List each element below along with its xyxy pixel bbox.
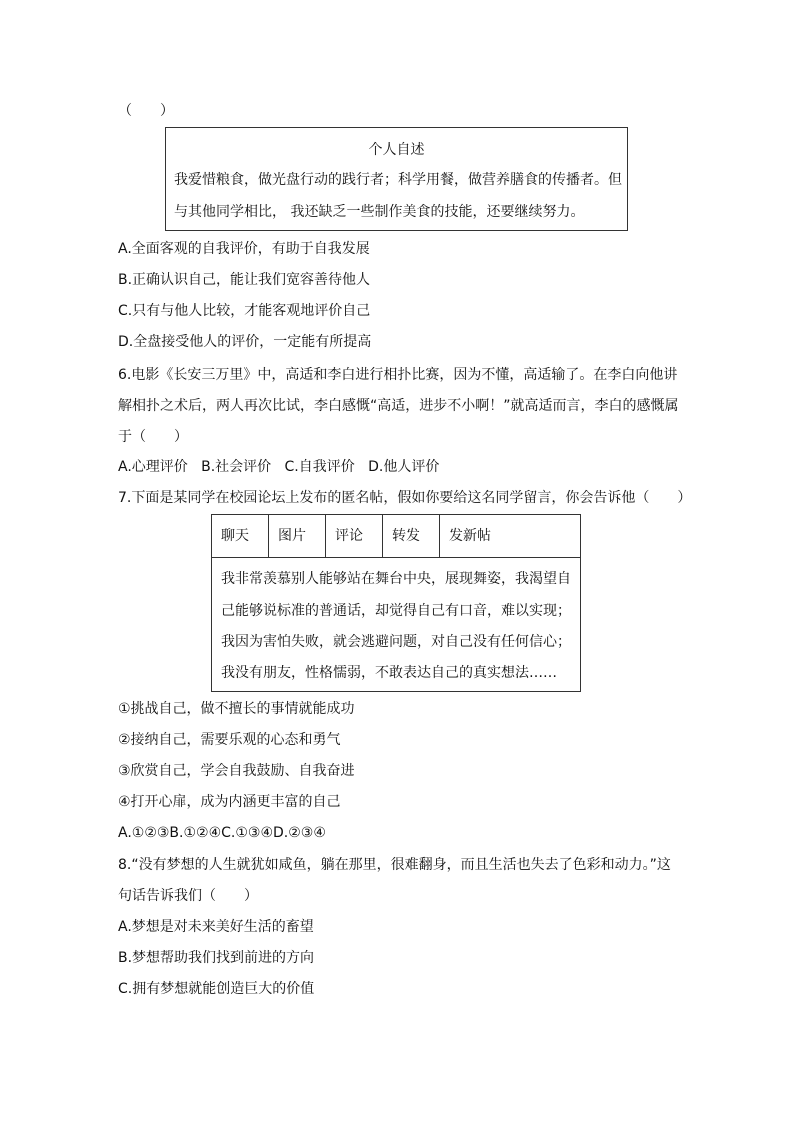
q8-option-b: B.梦想帮助我们找到前进的方向: [118, 950, 315, 966]
q6-stem-line: 6.电影《长安三万里》中，高适和李白进行相扑比赛，因为不懂，高适输了。在李白向他讲: [118, 367, 678, 383]
q7-item-2: ②接纳自己，需要乐观的心态和勇气: [118, 732, 341, 748]
q8-option-a: A.梦想是对未来美好生活的畜望: [118, 919, 314, 935]
forum-post-line: 我因为害怕失败，就会逃避问题，对自己没有任何信心；: [221, 634, 571, 650]
q7-stem: 7.下面是某同学在校园论坛上发布的匿名帖，假如你要给这名同学留言，你会告诉他（ ）: [118, 490, 692, 506]
q7-item-1: ①挑战自己，做不擅长的事情就能成功: [118, 701, 355, 717]
self-statement-title: 个人自述: [368, 142, 425, 158]
tab-images[interactable]: 图片: [269, 515, 326, 557]
forum-post-line: 我没有朋友，性格懦弱，不敢表达自己的真实想法……: [221, 665, 557, 681]
q6-stem-line: 解相扑之术后，两人再次比试，李白感慨“高适，进步不小啊！”就高适而言，李白的感慨属: [118, 398, 679, 414]
q6-options: A.心理评价 B.社会评价 C.自我评价 D.他人评价: [118, 459, 440, 475]
tab-new-post[interactable]: 发新帖: [449, 528, 491, 544]
q5-option-a: A.全面客观的自我评价，有助于自我发展: [118, 241, 370, 257]
tab-chat[interactable]: 聊天: [212, 515, 269, 557]
tab-comments[interactable]: 评论: [326, 515, 383, 557]
q6-stem-line: 于（ ）: [118, 429, 188, 445]
tab-forward[interactable]: 转发: [383, 515, 440, 557]
q5-option-d: D.全盘接受他人的评价，一定能有所提高: [118, 334, 372, 350]
forum-post-line: 己能够说标准的普通话，却觉得自己有口音，难以实现；: [221, 603, 571, 619]
q8-stem-line: 8.“没有梦想的人生就犹如咸鱼，躺在那里，很难翻身，而且生活也失去了色彩和动力。”这: [118, 857, 671, 873]
self-statement-box: [165, 127, 628, 231]
q7-options: A.①②③B.①②④C.①③④D.②③④: [118, 825, 326, 841]
q7-item-4: ④打开心扉，成为内涵更丰富的自己: [118, 794, 341, 810]
q7-item-3: ③欣赏自己，学会自我鼓励、自我奋进: [118, 763, 355, 779]
self-statement-line: 我爱惜粮食，做光盘行动的践行者；科学用餐，做营养膳食的传播者。但: [174, 172, 622, 188]
self-statement-line: 与其他同学相比， 我还缺乏一些制作美食的技能，还要继续努力。: [174, 204, 585, 220]
q5-option-c: C.只有与他人比较，才能客观地评价自己: [118, 303, 371, 319]
forum-post-box: [211, 514, 581, 692]
q5-option-b: B.正确认识自己，能让我们宽容善待他人: [118, 272, 371, 288]
q8-option-c: C.拥有梦想就能创造巨大的价值: [118, 981, 315, 997]
forum-tab-bar: [212, 515, 580, 558]
q8-stem-line: 句话告诉我们（ ）: [118, 888, 258, 904]
forum-post-line: 我非常羡慕别人能够站在舞台中央，展现舞姿，我渴望自: [221, 571, 571, 587]
q5-stem-tail: （ ）: [118, 103, 174, 119]
